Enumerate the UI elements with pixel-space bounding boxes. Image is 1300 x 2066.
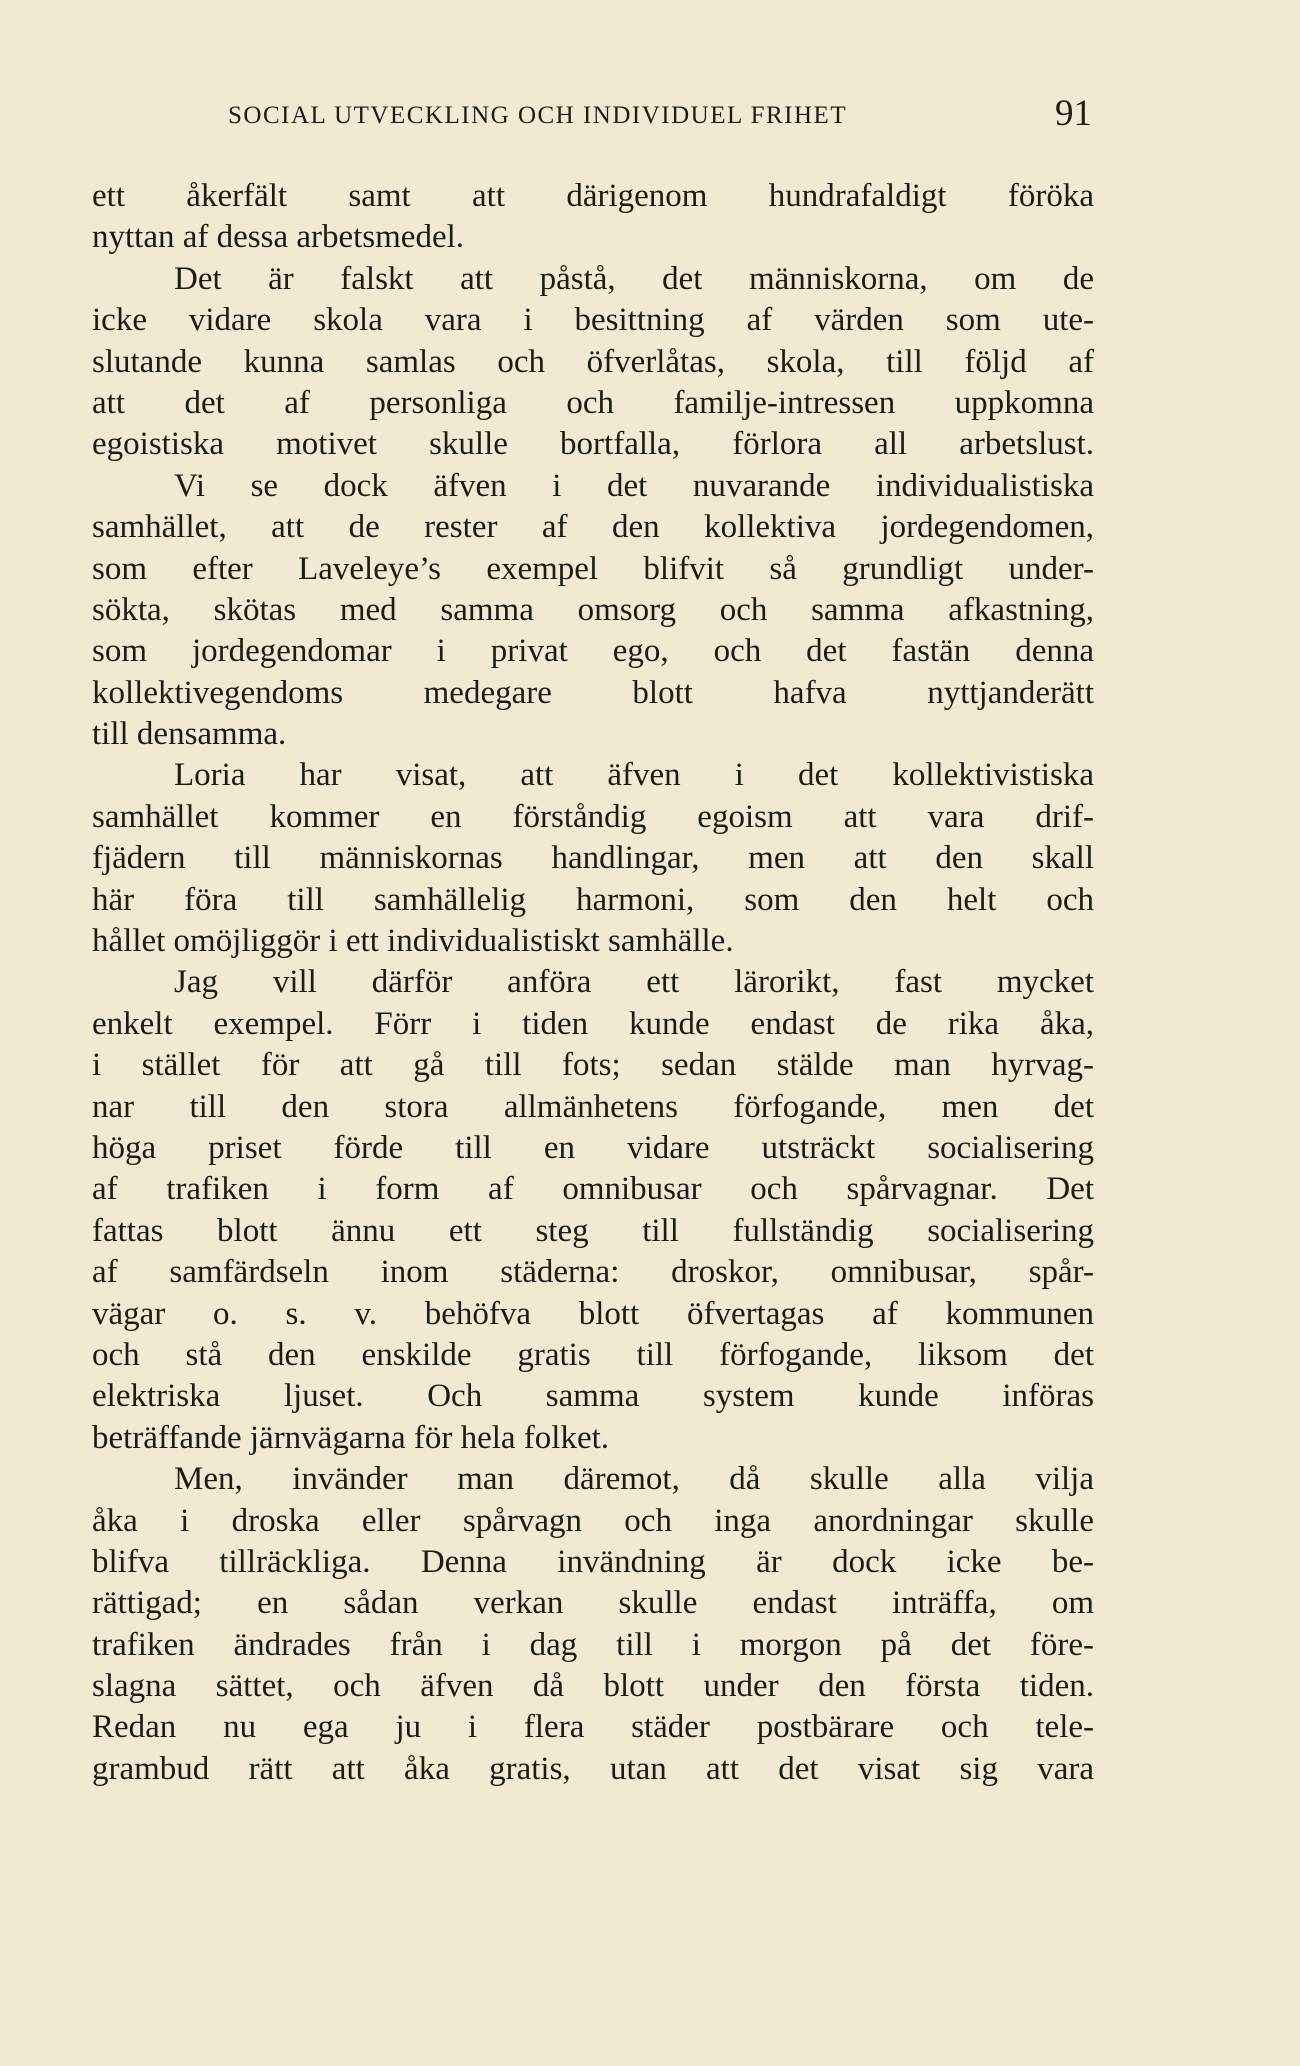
text-line: Loria har visat, att äfven i det kollektivistiska [174,757,1094,794]
text-line: här föra till samhällelig harmoni, som den helt och [92,881,1094,918]
text-line: höga priset förde till en vidare utsträckt socialisering [92,1129,1094,1166]
text-line: grambud rätt att åka gratis, utan att det visat sig vara [92,1750,1094,1787]
text-line: icke vidare skola vara i besittning af värden som ute- [92,302,1094,339]
text-line: ett åkerfält samt att därigenom hundrafaldigt föröka [92,178,1094,214]
text-line: slagna sättet, och äfven då blott under den första tiden. [92,1668,1094,1705]
text-line: kollektivegendoms medegare blott hafva nyttjanderätt [92,674,1094,711]
text-line: egoistiska motivet skulle bortfalla, förlora all arbetslust. [92,426,1094,463]
text-line: och stå den enskilde gratis till förfogande, liksom det [92,1336,1094,1373]
text-line: vägar o. s. v. behöfva blott öfvertagas af kommunen [92,1295,1094,1332]
text-line: samhället, att de rester af den kollektiva jordegendomen, [92,509,1094,546]
text-line: slutande kunna samlas och öfverlåtas, skola, till följd af [92,343,1094,380]
text-line: hållet omöjliggör i ett individualistiskt samhälle. [92,923,734,960]
text-line: Jag vill därför anföra ett lärorikt, fast mycket [174,964,1094,1001]
text-line: fattas blott ännu ett steg till fullständig socialisering [92,1212,1094,1249]
text-line: nyttan af dessa arbetsmedel. [92,219,465,256]
text-line: rättigad; en sådan verkan skulle endast inträffa, om [92,1585,1094,1622]
text-line: Redan nu ega ju i flera städer postbärare och tele- [92,1709,1094,1746]
text-line: beträffande järnvägarna för hela folket. [92,1419,610,1456]
text-line: att det af personliga och familje-intressen uppkomna [92,384,1094,421]
text-line: i stället för att gå till fots; sedan stälde man hyrvag- [92,1047,1094,1084]
text-line: elektriska ljuset. Och samma system kunde införas [92,1378,1094,1415]
text-line: sökta, skötas med samma omsorg och samma afkastning, [92,591,1094,628]
page-header [92,88,1092,146]
text-line: af samfärdseln inom städerna: droskor, omnibusar, spår- [92,1254,1094,1291]
body-text [92,176,1094,1790]
text-line: blifva tillräckliga. Denna invändning är dock icke be- [92,1543,1094,1580]
running-head: SOCIAL UTVECKLING OCH INDIVIDUEL FRIHET [228,102,848,129]
text-line: fjädern till människornas handlingar, men att den skall [92,840,1094,877]
text-line: till densamma. [92,716,287,753]
text-line: Men, invänder man däremot, då skulle alla vilja [174,1461,1094,1498]
text-line: åka i droska eller spårvagn och inga anordningar skulle [92,1502,1094,1539]
text-line: Det är falskt att påstå, det människorna, om de [174,260,1094,297]
text-line: som jordegendomar i privat ego, och det fastän denna [92,633,1094,670]
text-line: Vi se dock äfven i det nuvarande individualistiska [174,467,1094,504]
text-line: samhället kommer en förståndig egoism att vara drif- [92,798,1094,835]
page-number: 91 [1055,93,1092,134]
text-line: trafiken ändrades från i dag till i morgon på det före- [92,1626,1094,1663]
text-line: nar till den stora allmänhetens förfogande, men det [92,1088,1094,1125]
text-line: som efter Laveleye’s exempel blifvit så grundligt under- [92,550,1094,587]
text-line: af trafiken i form af omnibusar och spårvagnar. Det [92,1171,1094,1208]
text-line: enkelt exempel. Förr i tiden kunde endast de rika åka, [92,1005,1094,1042]
